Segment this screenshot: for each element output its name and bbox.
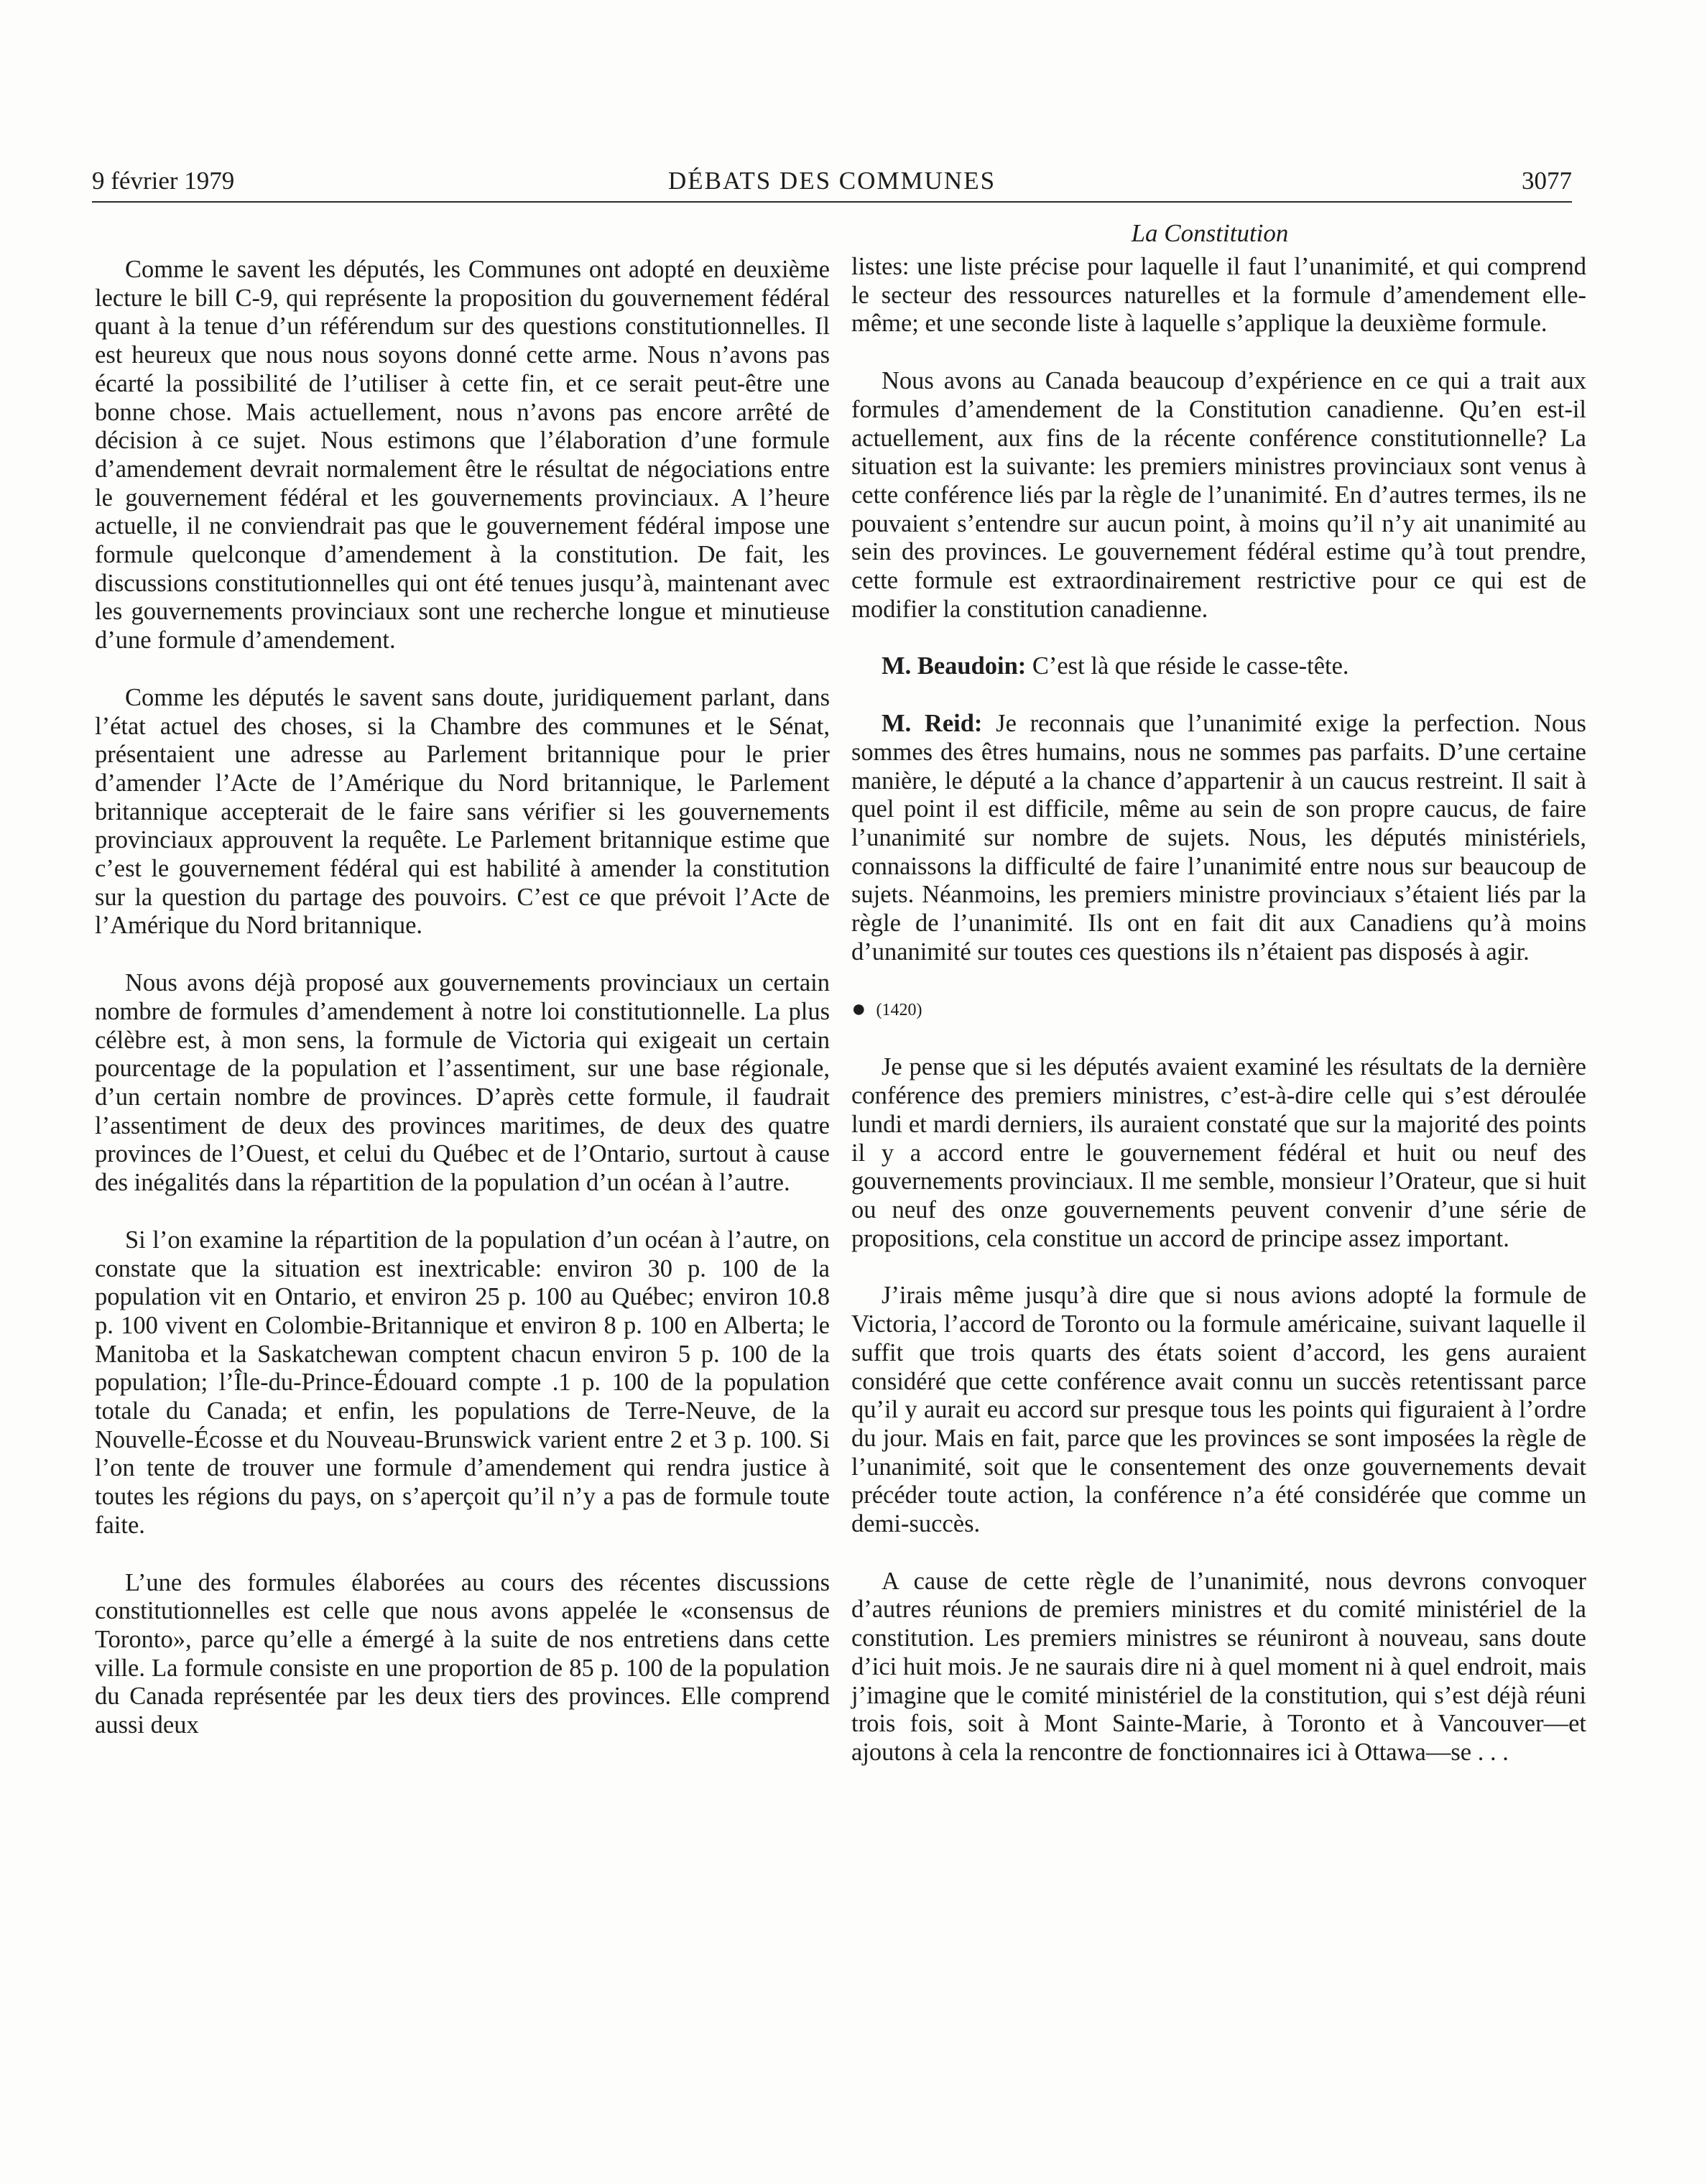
paragraph: Nous avons déjà proposé aux gouvernements provinciaux un certain nombre de formules d’amendement à notre loi constitutionnelle. La plus célèbre est, à mon sens, la formule de Victoria qui exigeait un certain pourcentage de la population et l’assentiment, sur une base régionale, d’un certain nombre de provinces. D’après cette formule, il faudrait l’assentiment de deux des provinces maritimes, de deux des quatre provinces de l’Ouest, et celui du Québec et de l’Ontario, surtout à cause des inégalités dans la répartition de la population d’un océan à l’autre. — [95, 969, 830, 1197]
time-marker-text: (1420) — [876, 1001, 922, 1020]
header-rule — [92, 201, 1572, 203]
bullet-icon: ● — [851, 996, 866, 1023]
speech-reid — [851, 710, 1586, 966]
paragraph: L’une des formules élaborées au cours des récentes discussions constitutionnelles est celle que nous avons appelée le «consensus de Toronto», parce qu’elle a émergé à la suite de nos entretiens dans cette ville. La formule consiste en une proportion de 85 p. 100 de la population du Canada représentée par les deux tiers des provinces. Elle comprend aussi deux — [95, 1568, 830, 1739]
speech-text: C’est là que réside le casse-tête. — [1032, 652, 1349, 680]
paragraph: J’irais même jusqu’à dire que si nous avions adopté la formule de Victoria, l’accord de Toronto ou la formule américaine, suivant laquelle il suffit que trois quarts des états soient d’accord, les gens auraient considéré que cette conférence avait connu un succès retentissant parce qu’il y aurait eu accord sur presque tous les points qui figuraient à l’ordre du jour. Mais en fait, parce que les provinces se sont imposées la règle de l’unanimité, soit que le consentement des onze gouvernements devait précéder toute action, la conférence n’a été considérée que comme un demi-succès. — [851, 1282, 1586, 1538]
left-column — [95, 256, 830, 1769]
speech-beaudoin — [851, 652, 1586, 681]
paragraph: A cause de cette règle de l’unanimité, nous devrons convoquer d’autres réunions de premiers ministres et du comité ministériel de la constitution. Les premiers ministres se réuniront à nouveau, sans doute d’ici huit mois. Je ne saurais dire ni à quel moment ni à quel endroit, mais j’imagine que le comité ministériel de la constitution, qui s’est déjà réuni trois fois, soit à Mont Sainte-Marie, à Toronto et à Vancouver—et ajoutons à cela la rencontre de fonctionnaires ici à Ottawa—se . . . — [851, 1567, 1586, 1766]
page-header — [92, 161, 1572, 201]
section-title: La Constitution — [1131, 219, 1289, 247]
right-column — [851, 253, 1586, 1796]
paragraph: Je pense que si les députés avaient examiné les résultats de la dernière conférence des premiers ministres, c’est-à-dire celle qui s’est déroulée lundi et mardi derniers, ils auraient constaté que sur la majorité des points il y a accord entre le gouvernement fédéral et huit ou neuf des gouvernements provinciaux. Il me semble, monsieur l’Orateur, que si huit ou neuf des onze gouvernements peuvent convenir d’une série de propositions, cela constitue un accord de principe assez important. — [851, 1053, 1586, 1252]
header-title: DÉBATS DES COMMUNES — [667, 167, 996, 195]
speaker-name: M. Beaudoin: — [882, 652, 1027, 680]
speech-text: Je reconnais que l’unanimité exige la perfection. Nous sommes des êtres humains, nous ne sommes pas parfaits. D’une certaine manière, le député a la chance d’appartenir à un caucus restreint. Il sait à quel point il est difficile, même au sein de son propre caucus, de faire l’unanimité sur nombre de sujets. Nous, les députés ministériels, connaissons la difficulté de faire l’unanimité entre nous sur beaucoup de sujets. Néanmoins, les premiers ministre provinciaux s’étaient liés par la règle de l’unanimité. Ils ont en fait dit aux Canadiens qu’à moins d’unanimité sur toutes ces questions ils n’étaient pas disposés à agir. — [851, 710, 1586, 966]
time-marker — [851, 995, 1586, 1024]
paragraph-continuation: listes: une liste précise pour laquelle il faut l’unanimité, et qui comprend le secteur des ressources naturelles et la formule d’amendement elle-même; et une seconde liste à laquelle s’applique la deuxième formule. — [851, 253, 1586, 338]
header-date: 9 février 1979 — [92, 167, 235, 195]
speaker-name: M. Reid: — [882, 710, 983, 738]
paragraph: Comme le savent les députés, les Communes ont adopté en deuxième lecture le bill C-9, qui représente la proposition du gouvernement fédéral quant à la tenue d’un référendum sur des questions constitutionnelles. Il est heureux que nous nous soyons donné cette arme. Nous n’avons pas écarté la possibilité de l’utiliser à cette fin, et ce serait peut-être une bonne chose. Mais actuellement, nous n’avons pas encore arrêté de décision à ce sujet. Nous estimons que l’élaboration d’une formule d’amendement devrait normalement être le résultat de négociations entre le gouvernement fédéral et les gouvernements provinciaux. A l’heure actuelle, il ne conviendrait pas que le gouvernement fédéral impose une formule quelconque d’amendement à la constitution. De fait, les discussions constitutionnelles qui ont été tenues jusqu’à, maintenant avec les gouvernements provinciaux sont une recherche longue et minutieuse d’une formule d’amendement. — [95, 256, 830, 654]
page-number: 3077 — [1522, 167, 1572, 195]
paragraph: Si l’on examine la répartition de la population d’un océan à l’autre, on constate que la situation est inextricable: environ 30 p. 100 de la population vit en Ontario, et environ 25 p. 100 au Québec; environ 10.8 p. 100 vivent en Colombie-Britannique et environ 8 p. 100 en Alberta; le Manitoba et la Saskatchewan comptent chacun environ 5 p. 100 de la population; l’Île-du-Prince-Édouard compte .1 p. 100 de la population totale du Canada; et enfin, les populations de Terre-Neuve, de la Nouvelle-Écosse et du Nouveau-Brunswick varient entre 2 et 3 p. 100. Si l’on tente de trouver une formule d’amendement qui rendra justice à toutes les régions du pays, on s’aperçoit qu’il n’y a pas de formule toute faite. — [95, 1226, 830, 1539]
paragraph: Nous avons au Canada beaucoup d’expérience en ce qui a trait aux formules d’amendement de la Constitution canadienne. Qu’en est-il actuellement, aux fins de la récente conférence constitutionnelle? La situation est la suivante: les premiers ministres provinciaux sont venus à cette conférence liés par la règle de l’unanimité. En d’autres termes, ils ne pouvaient s’entendre sur aucun point, à moins qu’il n’y ait unanimité au sein des provinces. Le gouvernement fédéral estime qu’à tout prendre, cette formule est extraordinairement restrictive pour ce qui est de modifier la constitution canadienne. — [851, 367, 1586, 623]
paragraph: Comme les députés le savent sans doute, juridiquement parlant, dans l’état actuel des choses, si la Chambre des communes et le Sénat, présentaient une adresse au Parlement britannique pour le prier d’amender l’Acte de l’Amérique du Nord britannique, le Parlement britannique accepterait de le faire sans vérifier si les gouvernements provinciaux approuvent la requête. Le Parlement britannique estime que c’est le gouvernement fédéral qui est habilité à amender la constitution sur la question du partage des pouvoirs. C’est ce que prévoit l’Acte de l’Amérique du Nord britannique. — [95, 683, 830, 940]
